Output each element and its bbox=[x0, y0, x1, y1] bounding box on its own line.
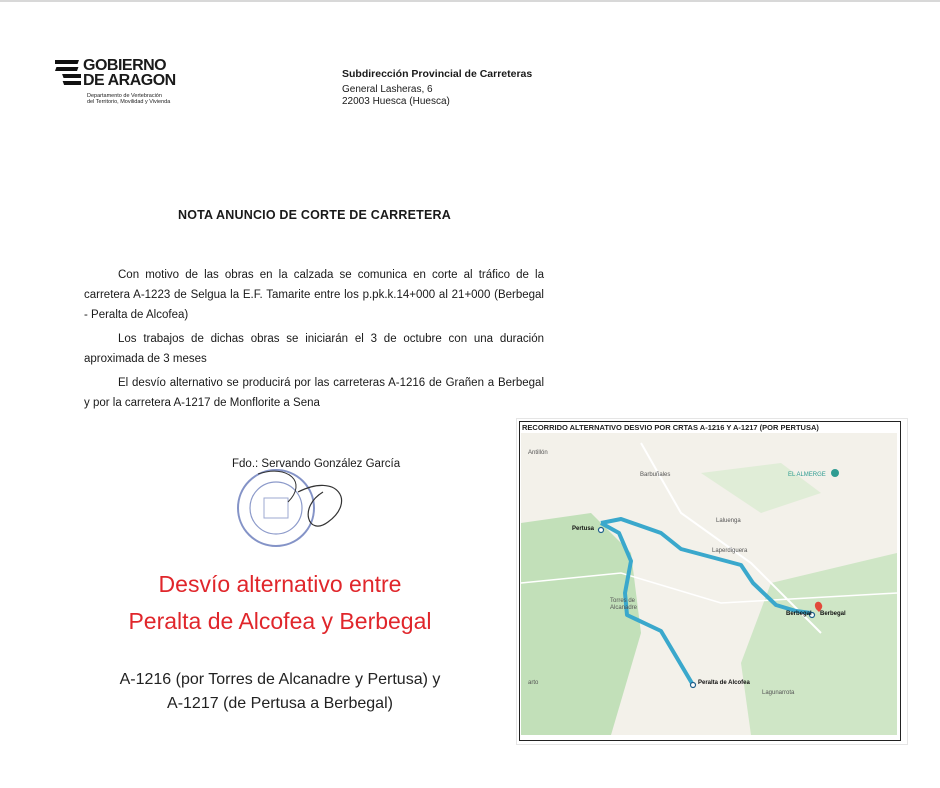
logo-line2: DE ARAGON bbox=[83, 72, 176, 89]
pertusa-marker[interactable] bbox=[599, 528, 604, 533]
peralta-marker[interactable] bbox=[691, 683, 696, 688]
notice-body bbox=[84, 265, 544, 417]
office-title: Subdirección Provincial de Carreteras bbox=[342, 68, 533, 80]
headline-line2: Peralta de Alcofea y Berbegal bbox=[128, 608, 432, 634]
top-rule bbox=[0, 0, 940, 2]
notice-paragraph-3: El desvío alternativo se producirá por las carreteras A-1216 de Grañen a Berbegal y por la carretera A-1217 de Monflorite a Sena bbox=[84, 377, 544, 409]
map-title: RECORRIDO ALTERNATIVO DESVIO POR CRTAS A-1216 Y A-1217 (POR PERTUSA) bbox=[522, 423, 819, 432]
map-label-peralta: Peralta de Alcofea bbox=[698, 680, 750, 686]
map-label-left-edge: arto bbox=[528, 680, 539, 686]
headline-line1: Desvío alternativo entre bbox=[158, 571, 402, 597]
gobierno-aragon-logo bbox=[55, 58, 195, 118]
map-label-antillon: Antillón bbox=[528, 450, 548, 456]
logo-line1: GOBIERNO bbox=[83, 57, 167, 74]
detour-map[interactable] bbox=[521, 433, 897, 735]
dept-line1: Departamento de Vertebración bbox=[87, 93, 162, 99]
map-label-laperdiguera: Laperdiguera bbox=[712, 548, 748, 554]
route-subtitle bbox=[40, 668, 520, 716]
notice-paragraph-1: Con motivo de las obras en la calzada se comunica en corte al tráfico de la carretera A-1223 de Selgua la E.F. Tamarite entre los p.pk.k.14+000 al 21+000 (Berbegal - Peralta de Alcofea) bbox=[84, 269, 544, 321]
map-label-el-almerge: EL ALMERGE bbox=[788, 472, 826, 478]
map-label-lagunarrota: Lagunarrota bbox=[762, 690, 795, 696]
poi-icon bbox=[831, 469, 839, 477]
office-street: General Lasheras, 6 bbox=[342, 84, 433, 95]
official-stamp bbox=[228, 462, 358, 552]
map-label-laluenga: Laluenga bbox=[716, 518, 741, 524]
subtitle-line1: A-1216 (por Torres de Alcanadre y Pertusa) y bbox=[119, 671, 441, 688]
map-label-pertusa: Pertusa bbox=[572, 526, 595, 532]
dept-line2: del Territorio, Movilidad y Vivienda bbox=[87, 99, 171, 105]
headline bbox=[40, 566, 520, 640]
office-city: 22003 Huesca (Huesca) bbox=[342, 96, 450, 107]
map-label-berbegal-dest: Berbegal bbox=[820, 611, 846, 617]
map-label-barbunales: Barbuñales bbox=[640, 472, 671, 478]
map-label-berbegal: Berbegal bbox=[786, 611, 812, 617]
subtitle-line2: A-1217 (de Pertusa a Berbegal) bbox=[167, 695, 393, 712]
logo-stripes-icon bbox=[55, 60, 81, 90]
notice-paragraph-2: Los trabajos de dichas obras se iniciarán el 3 de octubre con una duración aproximada de 3 meses bbox=[84, 333, 544, 365]
map-label-torres: Torres de Alcanadre bbox=[610, 598, 638, 611]
notice-title: NOTA ANUNCIO DE CORTE DE CARRETERA bbox=[178, 208, 452, 222]
signature-line: Fdo.: Servando González García bbox=[232, 458, 401, 470]
office-address bbox=[342, 68, 532, 108]
